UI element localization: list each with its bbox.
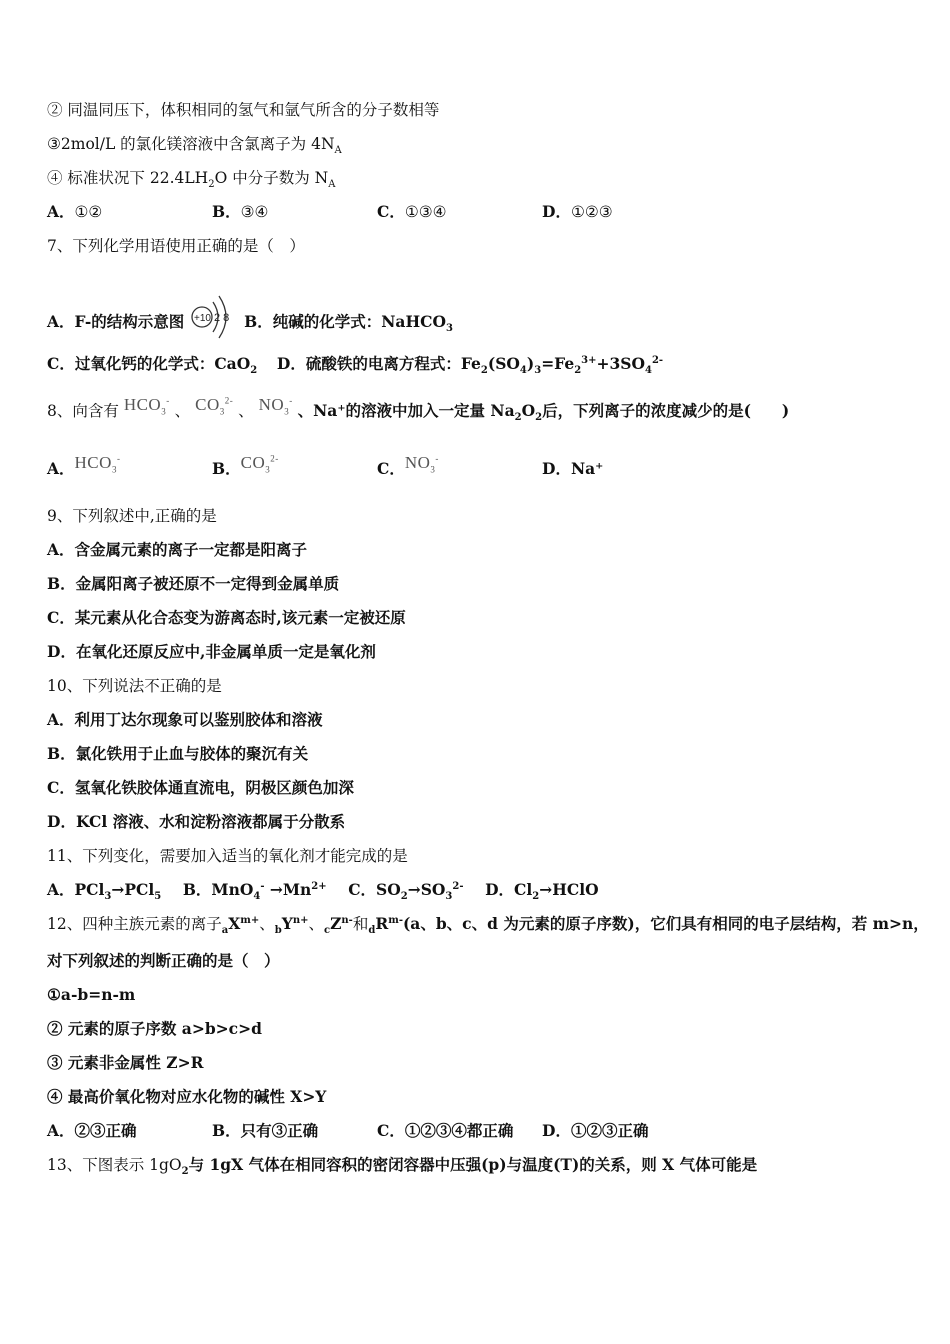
q7-option-a-b <box>47 294 453 351</box>
q8-option-d[interactable]: D．Na⁺ <box>542 459 604 478</box>
q10-option-d[interactable]: D．KCl 溶液、水和淀粉溶液都属于分散系 <box>47 812 346 831</box>
q6-option-a[interactable]: A．①② <box>47 202 103 221</box>
q12-option-c[interactable]: C．①②③④都正确 <box>377 1121 514 1140</box>
q12-stem-line-2: 对下列叙述的判断正确的是（ ） <box>47 951 280 970</box>
q11-options <box>47 880 599 903</box>
q8-option-a[interactable]: A．$HCO_3^-$ <box>47 453 121 478</box>
atom-shell-label: 2 8 <box>214 312 230 324</box>
q6-statement-3: ③2mol/L 的氯化镁溶液中含氯离子为 $4N_A$ <box>47 135 342 157</box>
q11-option-c[interactable]: C．$SO_2\to SO_3^{2-}$ <box>348 880 464 903</box>
q6-statement-2: ② 同温同压下，体积相同的氢气和氩气所含的分子数相等 <box>47 101 440 119</box>
fluoride-ion-structure-diagram <box>189 290 239 347</box>
q11-option-b[interactable]: B．$MnO_4^- \to Mn^{2+}$ <box>182 880 327 903</box>
q11-option-d[interactable]: D．$Cl_2\to HClO$ <box>485 880 599 903</box>
q7-stem: 7、下列化学用语使用正确的是（ ） <box>47 237 305 255</box>
q6-statement-4: ④ 标准状况下 $22.4LH_2O$ 中分子数为 $N_A$ <box>47 169 336 191</box>
q11-option-a[interactable]: A．PCl$_3$→PCl$_5$ <box>47 880 162 903</box>
q9-option-b[interactable]: B．金属阳离子被还原不一定得到金属单质 <box>47 574 340 593</box>
q10-option-b[interactable]: B．氯化铁用于止血与胶体的聚沉有关 <box>47 744 309 763</box>
q12-item-3: ③ 元素非金属性 Z>R <box>47 1053 204 1072</box>
q6-option-b[interactable]: B．③④ <box>212 202 269 221</box>
ion-hco3: $HCO_3^-$ <box>123 395 170 417</box>
q9-option-c[interactable]: C．某元素从化合态变为游离态时,该元素一定被还原 <box>47 608 406 627</box>
q12-item-4: ④ 最高价氧化物对应水化物的碱性 X>Y <box>47 1087 327 1106</box>
q10-option-a[interactable]: A．利用丁达尔现象可以鉴别胶体和溶液 <box>47 710 323 729</box>
q7-option-d[interactable]: D．硫酸铁的电离方程式：$Fe_2(SO_4)_3=Fe_2^{3+}+3SO_4^{2-}$ <box>276 354 664 377</box>
q9-stem: 9、下列叙述中,正确的是 <box>47 507 217 525</box>
q7-option-c-d <box>47 354 664 377</box>
q10-stem: 10、下列说法不正确的是 <box>47 677 222 695</box>
q7-option-a[interactable]: A．F-的结构示意图 <box>47 311 185 331</box>
q6-option-c[interactable]: C．①③④ <box>377 202 447 221</box>
ion-co3: $CO_3^{2-}$ <box>195 395 234 417</box>
q8-options <box>47 453 604 479</box>
q12-item-2: ② 元素的原子序数 a>b>c>d <box>47 1019 262 1038</box>
q11-stem: 11、下列变化，需要加入适当的氧化剂才能完成的是 <box>47 847 408 865</box>
q9-option-d[interactable]: D．在氧化还原反应中,非金属单质一定是氧化剂 <box>47 642 376 661</box>
q7-option-c[interactable]: C．过氧化钙的化学式：CaO$_2$ <box>47 354 258 377</box>
q13-stem: 13、下图表示 $1gO_2$与 1gX 气体在相同容积的密闭容器中压强(p)与温度(T)的关系，则 X 气体可能是 <box>47 1155 758 1178</box>
q12-item-1: ①a-b=n-m <box>47 985 136 1004</box>
q12-option-a[interactable]: A．②③正确 <box>47 1121 137 1140</box>
q12-options <box>47 1121 648 1141</box>
ion-no3: $NO_3^-$ <box>258 395 293 417</box>
q12-option-b[interactable]: B．只有③正确 <box>212 1121 319 1140</box>
q7-option-b[interactable]: B．纯碱的化学式：NaHCO$_3$ <box>244 311 453 334</box>
q6-option-d[interactable]: D．①②③ <box>542 202 613 221</box>
q6-options <box>47 202 613 222</box>
q12-stem-line-1: 12、四种主族元素的离子$_aX^{m+}$、$_bY^{n+}$、$_cZ^{n-}$和$_dR^{m-}(a$、b、c、d 为元素的原子序数)，它们具有相同的电子层结构，若 m>n， <box>47 914 929 937</box>
atom-nucleus-label: +10 <box>194 313 212 324</box>
q12-option-d[interactable]: D．①②③正确 <box>542 1121 649 1140</box>
q8-stem: 8、向含有 $HCO_3^-$ 、 $CO_3^{2-}$ 、 $NO_3^-$ 、Na⁺的溶液中加入一定量 $Na_2O_2$后，下列离子的浓度减少的是( ) <box>47 395 790 424</box>
q9-option-a[interactable]: A．含金属元素的离子一定都是阳离子 <box>47 540 308 559</box>
q8-option-c[interactable]: C．$NO_3^-$ <box>377 453 439 478</box>
q8-option-b[interactable]: B．$CO_3^{2-}$ <box>212 453 279 478</box>
q10-option-c[interactable]: C．氢氧化铁胶体通直流电，阴极区颜色加深 <box>47 778 354 797</box>
